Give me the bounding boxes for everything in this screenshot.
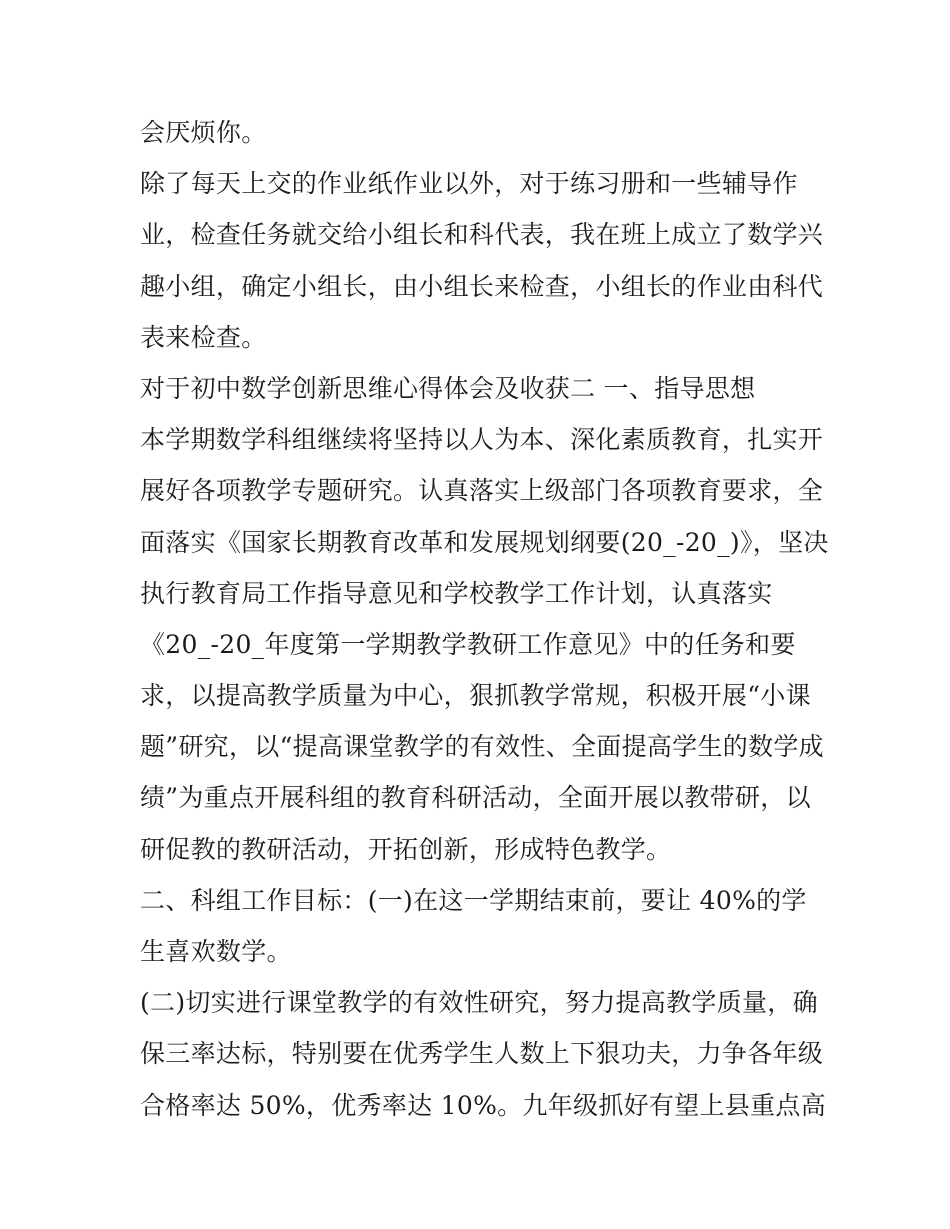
text-line: 趣小组，确定小组长，由小组长来检查，小组长的作业由科代 bbox=[140, 271, 824, 301]
section-heading-line: 二、科组工作目标：(一)在这一学期结束前，要让 40%的学 bbox=[140, 885, 807, 915]
text-line: 会厌烦你。 bbox=[140, 118, 267, 147]
text-line: 合格率达 50%，优秀率达 10%。九年级抓好有望上县重点高 bbox=[140, 1090, 827, 1120]
text-line: 面落实《国家长期教育改革和发展规划纲要(20_-20_)》，坚决 bbox=[140, 527, 829, 557]
text-line: 《20_-20_年度第一学期教学教研工作意见》中的任务和要 bbox=[140, 629, 796, 659]
text-line: 除了每天上交的作业纸作业以外，对于练习册和一些辅导作 bbox=[140, 169, 798, 199]
text-line: 生喜欢数学。 bbox=[140, 937, 292, 966]
text-line: 题”研究，以“提高课堂教学的有效性、全面提高学生的数学成 bbox=[140, 732, 824, 762]
text-line: 求，以提高教学质量为中心，狠抓教学常规，积极开展“小课 bbox=[140, 681, 811, 711]
text-line: 绩”为重点开展科组的教育科研活动，全面开展以教带研，以 bbox=[140, 783, 811, 813]
text-line: 本学期数学科组继续将坚持以人为本、深化素质教育，扎实开 bbox=[140, 425, 824, 455]
text-line: (二)切实进行课堂教学的有效性研究，努力提高教学质量，确 bbox=[140, 988, 818, 1018]
text-line: 保三率达标，特别要在优秀学生人数上下狠功夫，力争各年级 bbox=[140, 1039, 824, 1069]
text-line: 执行教育局工作指导意见和学校教学工作计划，认真落实 bbox=[140, 578, 773, 608]
text-line: 表来检查。 bbox=[140, 322, 267, 352]
text-line: 业，检查任务就交给小组长和科代表，我在班上成立了数学兴 bbox=[140, 220, 824, 250]
section-heading-line: 对于初中数学创新思维心得体会及收获二 一、指导思想 bbox=[140, 373, 756, 403]
text-line: 研促教的教研活动，开拓创新，形成特色教学。 bbox=[140, 834, 672, 864]
text-line: 展好各项教学专题研究。认真落实上级部门各项教育要求，全 bbox=[140, 476, 824, 506]
document-body bbox=[140, 107, 829, 1131]
